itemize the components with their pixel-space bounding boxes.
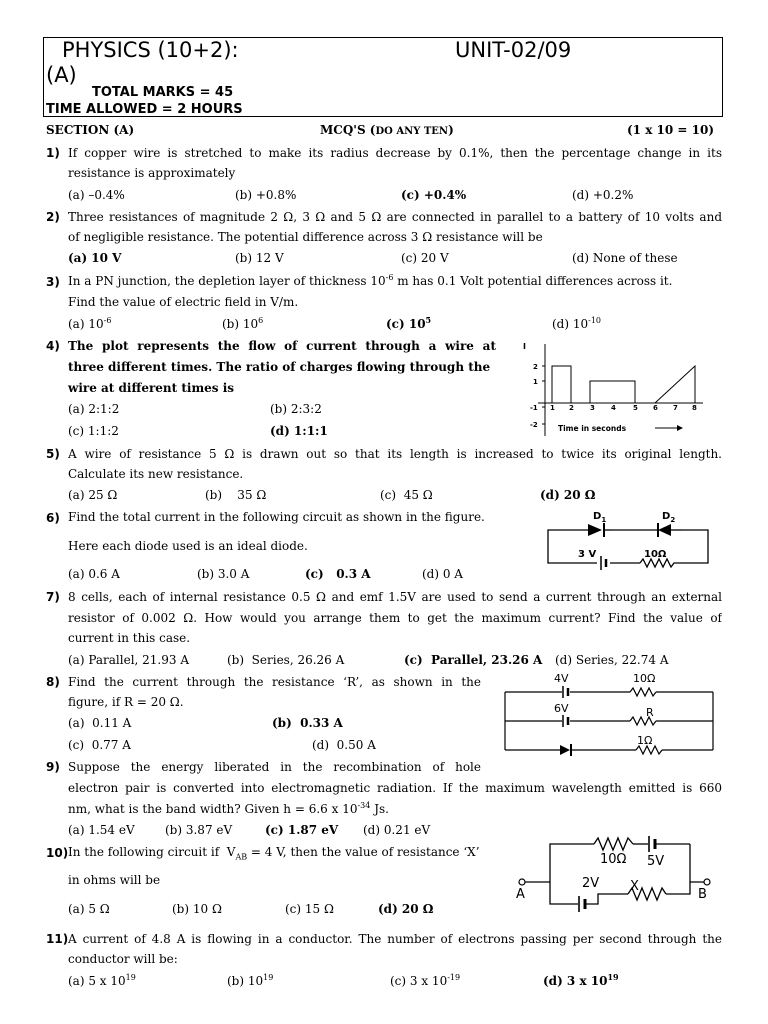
x-tick: 6 (653, 404, 658, 412)
top-battery-label: 4V (554, 672, 569, 685)
option-c: (c) 1.87 eV (265, 823, 339, 837)
option-b: (b) 35 Ω (205, 488, 267, 502)
option-d: (d) None of these (572, 251, 678, 265)
x-tick: 5 (633, 404, 638, 412)
option-b: (b) Series, 26.26 A (227, 653, 345, 667)
y-axis-label: I (523, 342, 526, 351)
question-text: conductor will be: (68, 952, 178, 966)
bot-resistor-label: 1Ω (637, 734, 653, 747)
option-c: (c) 0.3 A (305, 567, 371, 581)
question-text: Calculate its new resistance. (68, 467, 244, 481)
resistor-label: 10Ω (644, 549, 667, 560)
question-text: Find the total current in the following circuit as shown in the figure. (68, 510, 485, 524)
d2-label: $D_2$ (662, 511, 676, 524)
option-c: (c) 0.77 A (68, 738, 131, 752)
question-number: 8) (46, 675, 60, 689)
header-unit: UNIT-02/09 (455, 38, 572, 62)
vab-circuit (512, 832, 717, 918)
y-tick: -2 (530, 421, 538, 429)
option-c: (c) 15 Ω (285, 902, 334, 916)
question-number: 4) (46, 339, 60, 353)
question-text: In the following circuit if $V_{AB} = 4$ V, then the value of resistance ‘X’ (68, 845, 480, 862)
option-a: (a) 1.54 eV (68, 823, 135, 837)
question-text: In a PN junction, the depletion layer of thickness $10^{-6}$ m has 0.1 Volt potential differences across it. (68, 273, 673, 288)
diode-circuit (540, 506, 715, 570)
question-number: 2) (46, 210, 60, 224)
question-number: 3) (46, 275, 60, 289)
question-text: 8 cells, each of internal resistance 0.5 Ω and emf 1.5V are used to send a current through an external (68, 590, 722, 604)
y-tick: -1 (530, 404, 538, 412)
option-a: (a) 2:1:2 (68, 402, 120, 416)
node-a-label: A (516, 887, 525, 902)
pulse-3 (655, 366, 695, 403)
option-d: (d) 3 x $10^{19}$ (543, 972, 619, 988)
option-c: (c) 1:1:2 (68, 424, 119, 438)
question-text: nm, what is the band width? Given h = 6.6 x $10^{-34}$ Js. (68, 801, 389, 816)
node-b-label: B (698, 887, 707, 902)
option-c: (c) Parallel, 23.26 A (404, 653, 543, 667)
question-number: 10) (46, 846, 69, 860)
option-c: (c) 3 x $10^{-19}$ (390, 973, 461, 988)
x-tick: 8 (692, 404, 697, 412)
mid-resistor-label: R (646, 706, 654, 719)
option-c: (c) 20 V (401, 251, 449, 265)
option-b: (b) 10 Ω (172, 902, 222, 916)
question-text: A wire of resistance 5 Ω is drawn out so that its length is increased to twice its original length. (68, 447, 722, 461)
battery-label: 3 V (578, 549, 597, 560)
question-text: Find the current through the resistance ‘R’, as shown in the (68, 675, 481, 689)
question-text: A current of 4.8 A is flowing in a conductor. The number of electrons passing per second through the (68, 932, 722, 946)
section-type: MCQ'S (DO ANY TEN) (320, 123, 454, 137)
mid-battery-label: 6V (554, 702, 569, 715)
section-name: SECTION (A) (46, 123, 135, 137)
total-marks: TOTAL MARKS = 45 (92, 85, 234, 100)
question-number: 5) (46, 447, 60, 461)
option-d: (d) Series, 22.74 A (555, 653, 669, 667)
x-tick: 4 (611, 404, 616, 412)
option-d: (d) $10^{-10}$ (552, 316, 602, 331)
battery2-label: 2V (582, 876, 600, 891)
option-b: (b) +0.8% (235, 188, 297, 202)
option-a: (a) 5 Ω (68, 902, 110, 916)
header-paper: (A) (46, 63, 77, 87)
question-text: of negligible resistance. The potential difference across 3 Ω resistance will be (68, 230, 543, 244)
pulse-1 (552, 366, 571, 403)
option-a: (a) Parallel, 21.93 A (68, 653, 189, 667)
question-text: Here each diode used is an ideal diode. (68, 539, 308, 553)
x-tick: 1 (550, 404, 555, 412)
option-b: (b) $10^6$ (222, 316, 264, 331)
option-b: (b) 12 V (235, 251, 284, 265)
option-d: (d) 0 A (422, 567, 463, 581)
x-tick: 7 (673, 404, 678, 412)
resistor-label: 10Ω (600, 852, 627, 867)
question-text: Suppose the energy liberated in the recombination of hole (68, 760, 481, 774)
option-b: (b) $10^{19}$ (227, 973, 274, 988)
top-resistor-label: 10Ω (633, 672, 656, 685)
pulse-2 (590, 381, 635, 403)
option-c: (c) +0.4% (401, 188, 467, 202)
question-text: wire at different times is (68, 381, 235, 395)
option-a: (a) 25 Ω (68, 488, 118, 502)
option-d: (d) 0.50 A (312, 738, 376, 752)
option-b: (b) 3.87 eV (165, 823, 233, 837)
x-axis-label: Time in seconds (558, 424, 627, 433)
question-text: figure, if R = 20 Ω. (68, 695, 184, 709)
option-b: (b) 2:3:2 (270, 402, 322, 416)
option-d: (d) 1:1:1 (270, 424, 328, 438)
question-text: If copper wire is stretched to make its radius decrease by 0.1%, then the percentage change in its (68, 146, 722, 160)
question-number: 1) (46, 146, 60, 160)
d1-label: $D_1$ (593, 511, 607, 524)
option-a: (a) –0.4% (68, 188, 125, 202)
option-a: (a) 0.11 A (68, 716, 132, 730)
option-b: (b) 3.0 A (197, 567, 250, 581)
option-a: (a) 10 V (68, 251, 122, 265)
question-number: 11) (46, 932, 69, 946)
question-text: Find the value of electric field in V/m. (68, 295, 299, 309)
option-d: (d) 20 Ω (540, 488, 596, 502)
time-allowed: TIME ALLOWED = 2 HOURS (46, 102, 243, 117)
question-number: 7) (46, 590, 60, 604)
question-text: three different times. The ratio of charges flowing through the (68, 360, 491, 374)
question-text: current in this case. (68, 631, 191, 645)
option-c: (c) $10^5$ (386, 315, 432, 331)
resistor-network-circuit (500, 670, 720, 758)
x-resistor-label: X (630, 879, 639, 894)
option-c: (c) 45 Ω (380, 488, 433, 502)
x-tick: 3 (590, 404, 595, 412)
question-text: resistor of 0.002 Ω. How would you arrange them to get the maximum current? Find the value of (68, 611, 722, 625)
question-text: in ohms will be (68, 873, 161, 887)
question-text: Three resistances of magnitude 2 Ω, 3 Ω and 5 Ω are connected in parallel to a battery of 10 volts and (68, 210, 722, 224)
header-title: PHYSICS (10+2): (62, 38, 239, 62)
option-a: (a) 0.6 A (68, 567, 120, 581)
option-a: (a) $10^{-6}$ (68, 316, 112, 331)
question-text: electron pair is converted into electromagnetic radiation. If the maximum wavelength emitted is 660 (68, 781, 722, 795)
option-b: (b) 0.33 A (272, 716, 343, 730)
y-tick: 1 (533, 378, 538, 386)
option-d: (d) 0.21 eV (363, 823, 431, 837)
option-d: (d) +0.2% (572, 188, 634, 202)
battery-label: 5V (647, 854, 665, 869)
section-marks: (1 x 10 = 10) (627, 123, 715, 137)
y-tick: 2 (533, 363, 538, 371)
question-number: 6) (46, 511, 60, 525)
question-text: The plot represents the flow of current through a wire at (68, 339, 496, 353)
option-a: (a) 5 x $10^{19}$ (68, 973, 136, 988)
option-d: (d) 20 Ω (378, 902, 434, 916)
question-number: 9) (46, 760, 60, 774)
x-tick: 2 (569, 404, 574, 412)
current-time-graph (505, 336, 720, 436)
question-text: resistance is approximately (68, 166, 236, 180)
